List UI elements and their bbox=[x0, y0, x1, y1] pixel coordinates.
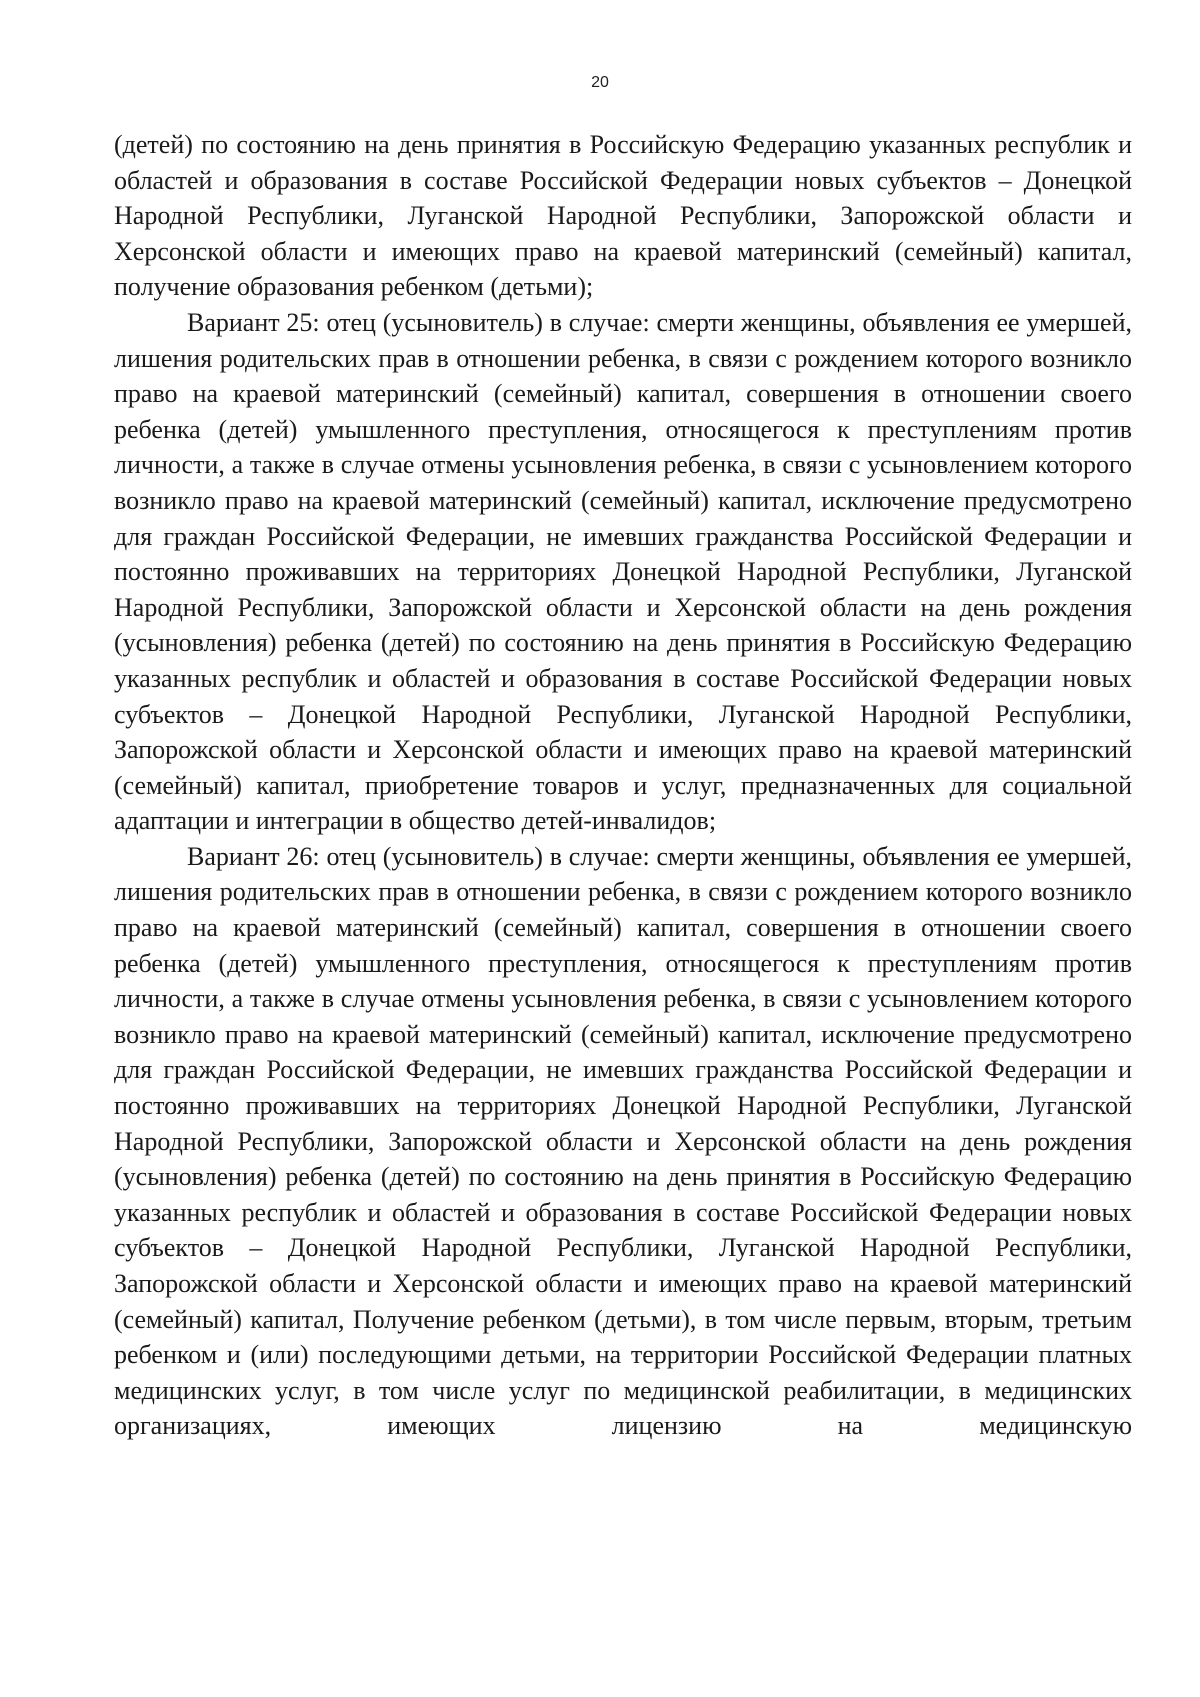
paragraph-variant-25: Вариант 25: отец (усыновитель) в случае: смерти женщины, объявления ее умершей, лишения родительских прав в отношении ребенка, в связи с рождением которого возникло право на краевой материнский (семейный) капитал, совершения в отношении своего ребенка (детей) умышленного преступления, относящегося к преступлениям против личности, а также в случае отмены усыновления ребенка, в связи с усыновлением которого возникло право на краевой материнский (семейный) капитал, исключение предусмотрено для граждан Российской Федерации, не имевших гражданства Российской Федерации и постоянно проживавших на территориях Донецкой Народной Республики, Луганской Народной Республики, Запорожской области и Херсонской области на день рождения (усыновления) ребенка (детей) по состоянию на день принятия в Российскую Федерацию указанных республик и областей и образования в составе Российской Федерации новых субъектов – Донецкой Народной Республики, Луганской Народной Республики, Запорожской области и Херсонской области и имеющих право на краевой материнский (семейный) капитал, приобретение товаров и услуг, предназначенных для социальной адаптации и интеграции в общество детей-инвалидов; bbox=[114, 307, 1132, 836]
paragraph-continuation: (детей) по состоянию на день принятия в Российскую Федерацию указанных республик и областей и образования в составе Российской Федерации новых субъектов – Донецкой Народной Республики, Луганской Народной Республики, Запорожской области и Херсонской области и имеющих право на краевой материнский (семейный) капитал, получение образования ребенком (детьми); bbox=[114, 130, 1132, 302]
paragraph-variant-26: Вариант 26: отец (усыновитель) в случае: смерти женщины, объявления ее умершей, лишения родительских прав в отношении ребенка, в связи с рождением которого возникло право на краевой материнский (семейный) капитал, совершения в отношении своего ребенка (детей) умышленного преступления, относящегося к преступлениям против личности, а также в случае отмены усыновления ребенка, в связи с усыновлением которого возникло право на краевой материнский (семейный) капитал, исключение предусмотрено для граждан Российской Федерации, не имевших гражданства Российской Федерации и постоянно проживавших на территориях Донецкой Народной Республики, Луганской Народной Республики, Запорожской области и Херсонской области на день рождения (усыновления) ребенка (детей) по состоянию на день принятия в Российскую Федерацию указанных республик и областей и образования в составе Российской Федерации новых субъектов – Донецкой Народной Республики, Луганской Народной Республики, Запорожской области и Херсонской области и имеющих право на краевой материнский (семейный) капитал, Получение ребенком (детьми), в том числе первым, вторым, третьим ребенком и (или) последующими детьми, на территории Российской Федерации платных медицинских услуг, в том числе услуг по медицинской реабилитации, в медицинских организациях, имеющих лицензию на медицинскую bbox=[114, 841, 1132, 1441]
document-body bbox=[114, 127, 1132, 1444]
page-number: 20 bbox=[591, 74, 609, 91]
